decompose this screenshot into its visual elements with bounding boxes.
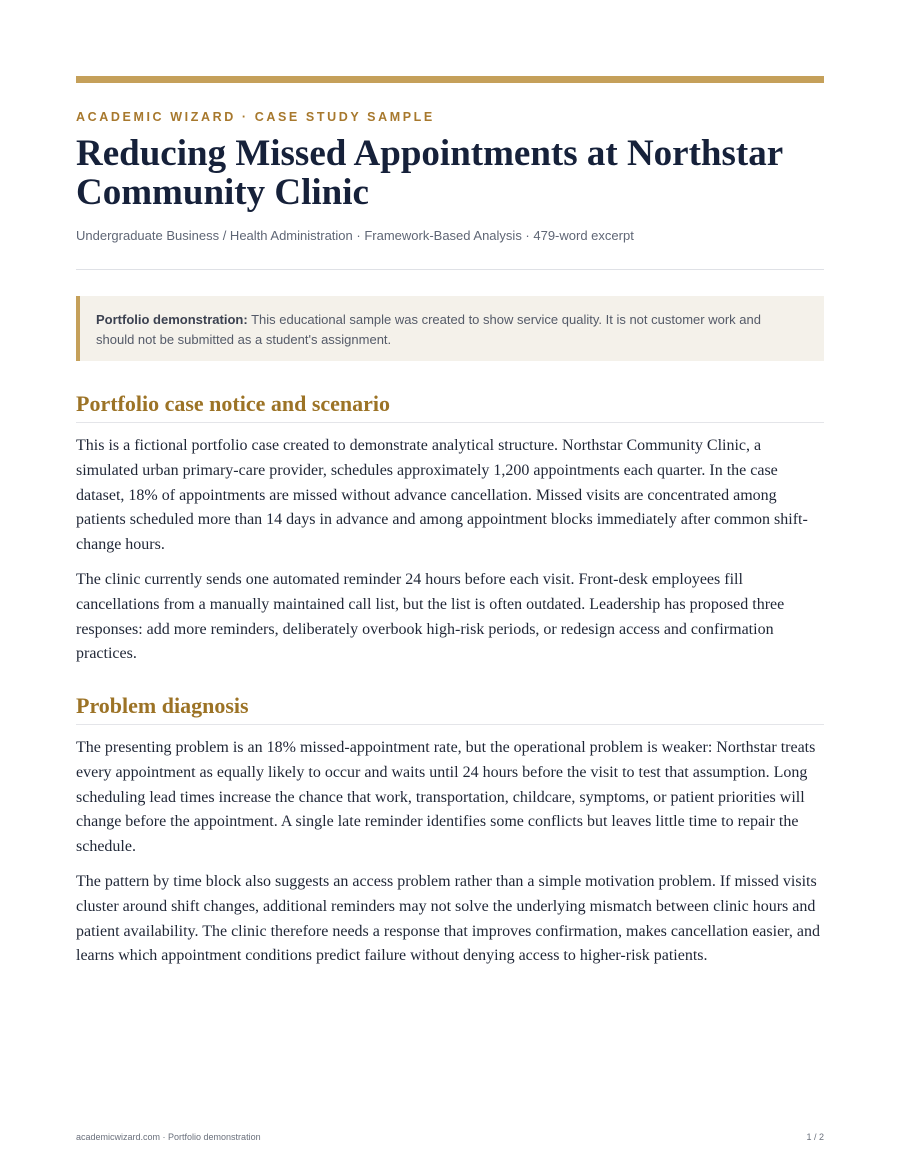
footer-page-number: 1 / 2 <box>806 1132 824 1142</box>
top-accent-rule <box>76 76 824 83</box>
section-heading-diagnosis: Problem diagnosis <box>76 693 249 718</box>
footer-site-label: academicwizard.com · Portfolio demonstration <box>76 1132 261 1142</box>
section-heading-scenario: Portfolio case notice and scenario <box>76 391 391 416</box>
document-subtitle: Undergraduate Business / Health Administration · Framework-Based Analysis · 479-word excerpt <box>76 228 634 243</box>
scenario-paragraph-2: The clinic currently sends one automated reminder 24 hours before each visit. Front-desk employees fill cancellations from a manually maintained call list, but the list is often outdated. Leadership has proposed three responses: add more reminders, deliberately overbook high-risk periods, or redesign access and confirmation practices. <box>76 571 785 663</box>
diagnosis-paragraph-2: The pattern by time block also suggests an access problem rather than a simple motivation problem. If missed visits cluster around shift changes, additional reminders may not solve the underlying mismatch between clinic hours and patient availability. The clinic therefore needs a response that improves confirmation, makes cancellation easier, and learns which appointment conditions predict failure without denying access to higher-risk patients. <box>76 873 820 965</box>
header-divider <box>76 269 824 270</box>
section-divider-diagnosis <box>76 724 824 725</box>
portfolio-notice-callout <box>76 296 824 361</box>
notice-text: This educational sample was created to show service quality. It is not customer work and should not be submitted as a student's assignment. <box>96 312 761 347</box>
section-divider-scenario <box>76 422 824 423</box>
notice-label: Portfolio demonstration: <box>96 312 248 327</box>
diagnosis-paragraph-1: The presenting problem is an 18% missed-appointment rate, but the operational problem is weaker: Northstar treats every appointment as equally likely to occur and waits until 24 hours before the visit to test that assumption. Long scheduling lead times increase the chance that work, transportation, childcare, symptoms, or patient priorities will change before the appointment. A single late reminder identifies some conflicts but leaves little time to repair the schedule. <box>76 739 816 856</box>
eyebrow-label: ACADEMIC WIZARD · CASE STUDY SAMPLE <box>76 110 435 124</box>
scenario-paragraph-1: This is a fictional portfolio case created to demonstrate analytical structure. Northstar Community Clinic, a simulated urban primary-care provider, schedules approximately 1,200 appointments each quarter. In the case dataset, 18% of appointments are missed without advance cancellation. Missed visits are concentrated among patients scheduled more than 14 days in advance and among appointment blocks immediately after common shift-change hours. <box>76 437 808 554</box>
document-title: Reducing Missed Appointments at Northstar Community Clinic <box>76 133 783 213</box>
